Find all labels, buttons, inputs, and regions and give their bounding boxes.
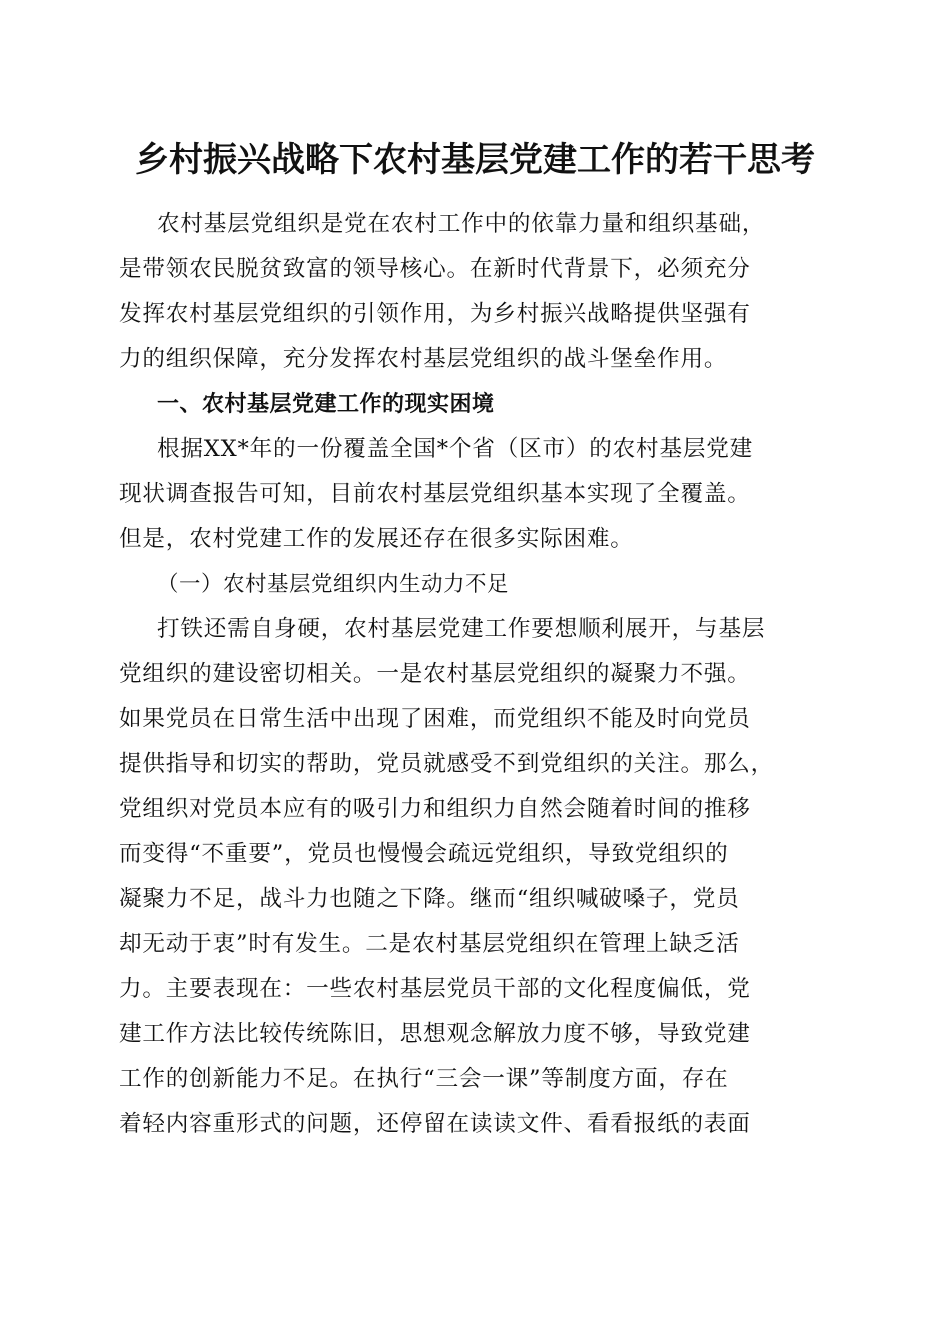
- paragraph-line: 但是，农村党建工作的发展还存在很多实际困难。: [119, 526, 634, 552]
- paragraph-line: 打铁还需自身硬，农村基层党建工作要想顺利展开，与基层: [157, 616, 766, 642]
- paragraph-line: 却无动于衷”时有发生。二是农村基层党组织在管理上缺乏活: [119, 931, 740, 957]
- paragraph-line: 现状调查报告可知，目前农村基层党组织基本实现了全覆盖。: [119, 481, 751, 507]
- paragraph-line: 是带领农民脱贫致富的领导核心。在新时代背景下，必须充分: [119, 256, 751, 282]
- paragraph-line: 农村基层党组织是党在农村工作中的依靠力量和组织基础，: [157, 211, 766, 237]
- paragraph-line: 着轻内容重形式的问题，还停留在读读文件、看看报纸的表面: [119, 1111, 751, 1137]
- subsection1-paragraph: [119, 607, 831, 1147]
- paragraph-line: 凝聚力不足，战斗力也随之下降。继而“组织喊破嗓子，党员: [119, 886, 740, 912]
- paragraph-line: 发挥农村基层党组织的引领作用，为乡村振兴战略提供坚强有: [119, 301, 751, 327]
- paragraph-line: 党组织的建设密切相关。一是农村基层党组织的凝聚力不强。: [119, 661, 751, 687]
- subsection-heading: （一）农村基层党组织内生动力不足: [157, 572, 510, 597]
- paragraph-line: 建工作方法比较传统陈旧，思想观念解放力度不够，导致党建: [119, 1021, 751, 1047]
- paragraph-line: 工作的创新能力不足。在执行“三会一课”等制度方面，存在: [119, 1066, 729, 1092]
- document-body: [119, 202, 831, 1147]
- paragraph-line: 根据XX*年的一份覆盖全国*个省（区市）的农村基层党建: [157, 436, 754, 462]
- paragraph-line: 如果党员在日常生活中出现了困难，而党组织不能及时向党员: [119, 706, 751, 732]
- paragraph-line: 党组织对党员本应有的吸引力和组织力自然会随着时间的推移: [119, 796, 751, 822]
- paragraph-line: 力的组织保障，充分发挥农村基层党组织的战斗堡垒作用。: [119, 346, 728, 372]
- document-title: 乡村振兴战略下农村基层党建工作的若干思考: [135, 140, 815, 180]
- paragraph-line: 提供指导和切实的帮助，党员就感受不到党组织的关注。那么，: [119, 751, 775, 777]
- paragraph-line: 力。主要表现在：一些农村基层党员干部的文化程度偏低，党: [119, 976, 751, 1002]
- intro-paragraph: [119, 202, 831, 382]
- paragraph-line: 而变得“不重要”，党员也慢慢会疏远党组织，导致党组织的: [119, 841, 729, 867]
- section-heading: 一、农村基层党建工作的现实困境: [157, 392, 495, 417]
- section1-paragraph: [119, 427, 831, 562]
